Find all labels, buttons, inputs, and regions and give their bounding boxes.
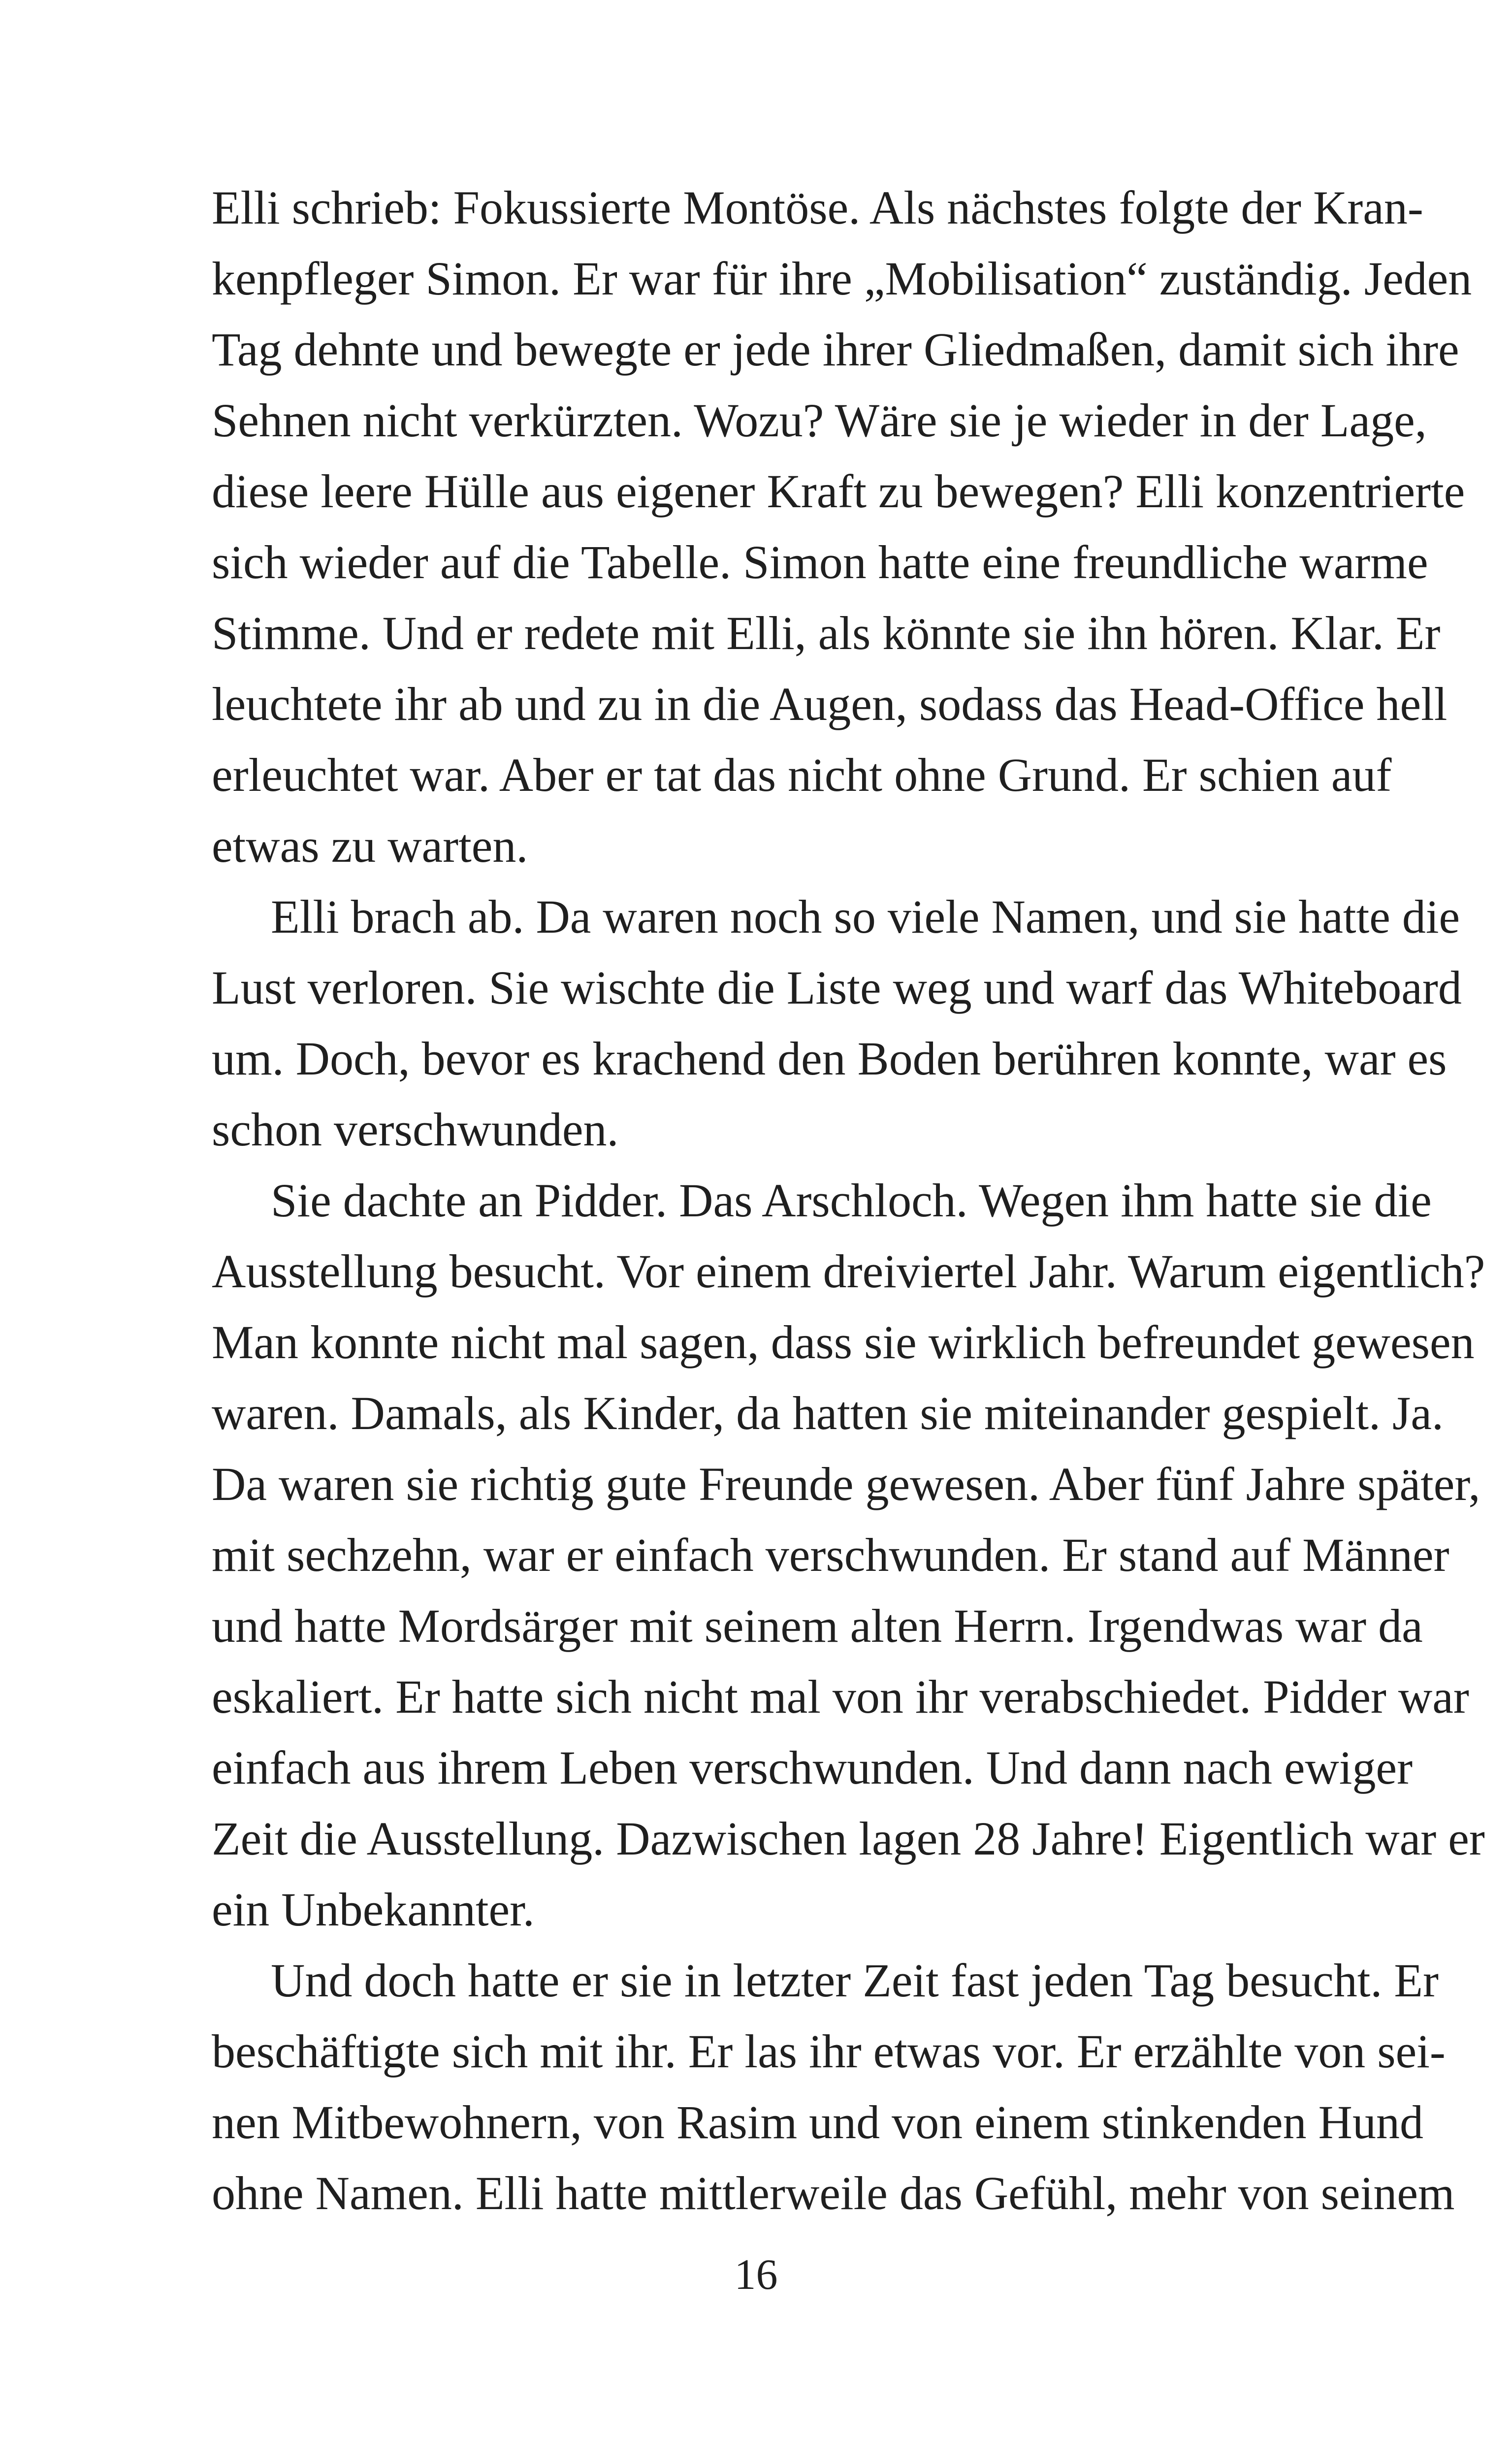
text-line: Ausstellung besucht. Vor einem dreiviertel Jahr. Warum eigentlich? <box>212 1245 1485 1298</box>
text-line: einfach aus ihrem Leben verschwunden. Und dann nach ewiger <box>212 1741 1413 1794</box>
text-line: Lust verloren. Sie wischte die Liste weg und warf das Whiteboard <box>212 961 1462 1014</box>
text-line: ohne Namen. Elli hatte mittlerweile das Gefühl, mehr von seinem <box>212 2167 1455 2219</box>
page-number: 16 <box>734 2251 778 2299</box>
text-line-paragraph-end: schon verschwunden. <box>212 1103 619 1156</box>
text-line-paragraph-start: Elli brach ab. Da waren noch so viele Namen, und sie hatte die <box>271 890 1460 943</box>
text-line: mit sechzehn, war er einfach verschwunden. Er stand auf Männer <box>212 1529 1449 1581</box>
text-line-paragraph-start: Und doch hatte er sie in letzter Zeit fast jeden Tag besucht. Er <box>271 1954 1439 2007</box>
body-text <box>212 172 1485 2229</box>
text-line: erleuchtet war. Aber er tat das nicht ohne Grund. Er schien auf <box>212 749 1392 801</box>
text-line: Sehnen nicht verkürzten. Wozu? Wäre sie je wieder in der Lage, <box>212 394 1427 447</box>
text-line: Stimme. Und er redete mit Elli, als könnte sie ihn hören. Klar. Er <box>212 607 1441 659</box>
text-line-paragraph-end: ein Unbekannter. <box>212 1883 535 1936</box>
text-line-paragraph-end: etwas zu warten. <box>212 819 528 872</box>
text-line: waren. Damals, als Kinder, da hatten sie miteinander gespielt. Ja. <box>212 1387 1444 1439</box>
text-line: und hatte Mordsärger mit seinem alten Herrn. Irgendwas war da <box>212 1599 1423 1652</box>
text-line: nen Mitbewohnern, von Rasim und von einem stinkenden Hund <box>212 2096 1423 2149</box>
text-line: Man konnte nicht mal sagen, dass sie wirklich befreundet gewesen <box>212 1316 1475 1368</box>
text-line: Tag dehnte und bewegte er jede ihrer Gliedmaßen, damit sich ihre <box>212 323 1459 376</box>
text-line: Zeit die Ausstellung. Dazwischen lagen 28 Jahre! Eigentlich war er <box>212 1812 1485 1865</box>
text-line: kenpfleger Simon. Er war für ihre „Mobilisation“ zuständig. Jeden <box>212 252 1472 305</box>
text-line: beschäftigte sich mit ihr. Er las ihr etwas vor. Er erzählte von sei- <box>212 2025 1446 2078</box>
text-line: eskaliert. Er hatte sich nicht mal von ihr verabschiedet. Pidder war <box>212 1670 1469 1723</box>
text-line: sich wieder auf die Tabelle. Simon hatte eine freundliche warme <box>212 536 1428 588</box>
text-line-paragraph-start: Sie dachte an Pidder. Das Arschloch. Wegen ihm hatte sie die <box>271 1174 1432 1227</box>
text-line: diese leere Hülle aus eigener Kraft zu bewegen? Elli konzentrierte <box>212 465 1465 518</box>
text-line: Elli schrieb: Fokussierte Montöse. Als nächstes folgte der Kran- <box>212 181 1423 234</box>
text-line: um. Doch, bevor es krachend den Boden berühren konnte, war es <box>212 1032 1447 1085</box>
text-line: leuchtete ihr ab und zu in die Augen, sodass das Head-Office hell <box>212 678 1448 730</box>
text-line: Da waren sie richtig gute Freunde gewesen. Aber fünf Jahre später, <box>212 1458 1480 1510</box>
